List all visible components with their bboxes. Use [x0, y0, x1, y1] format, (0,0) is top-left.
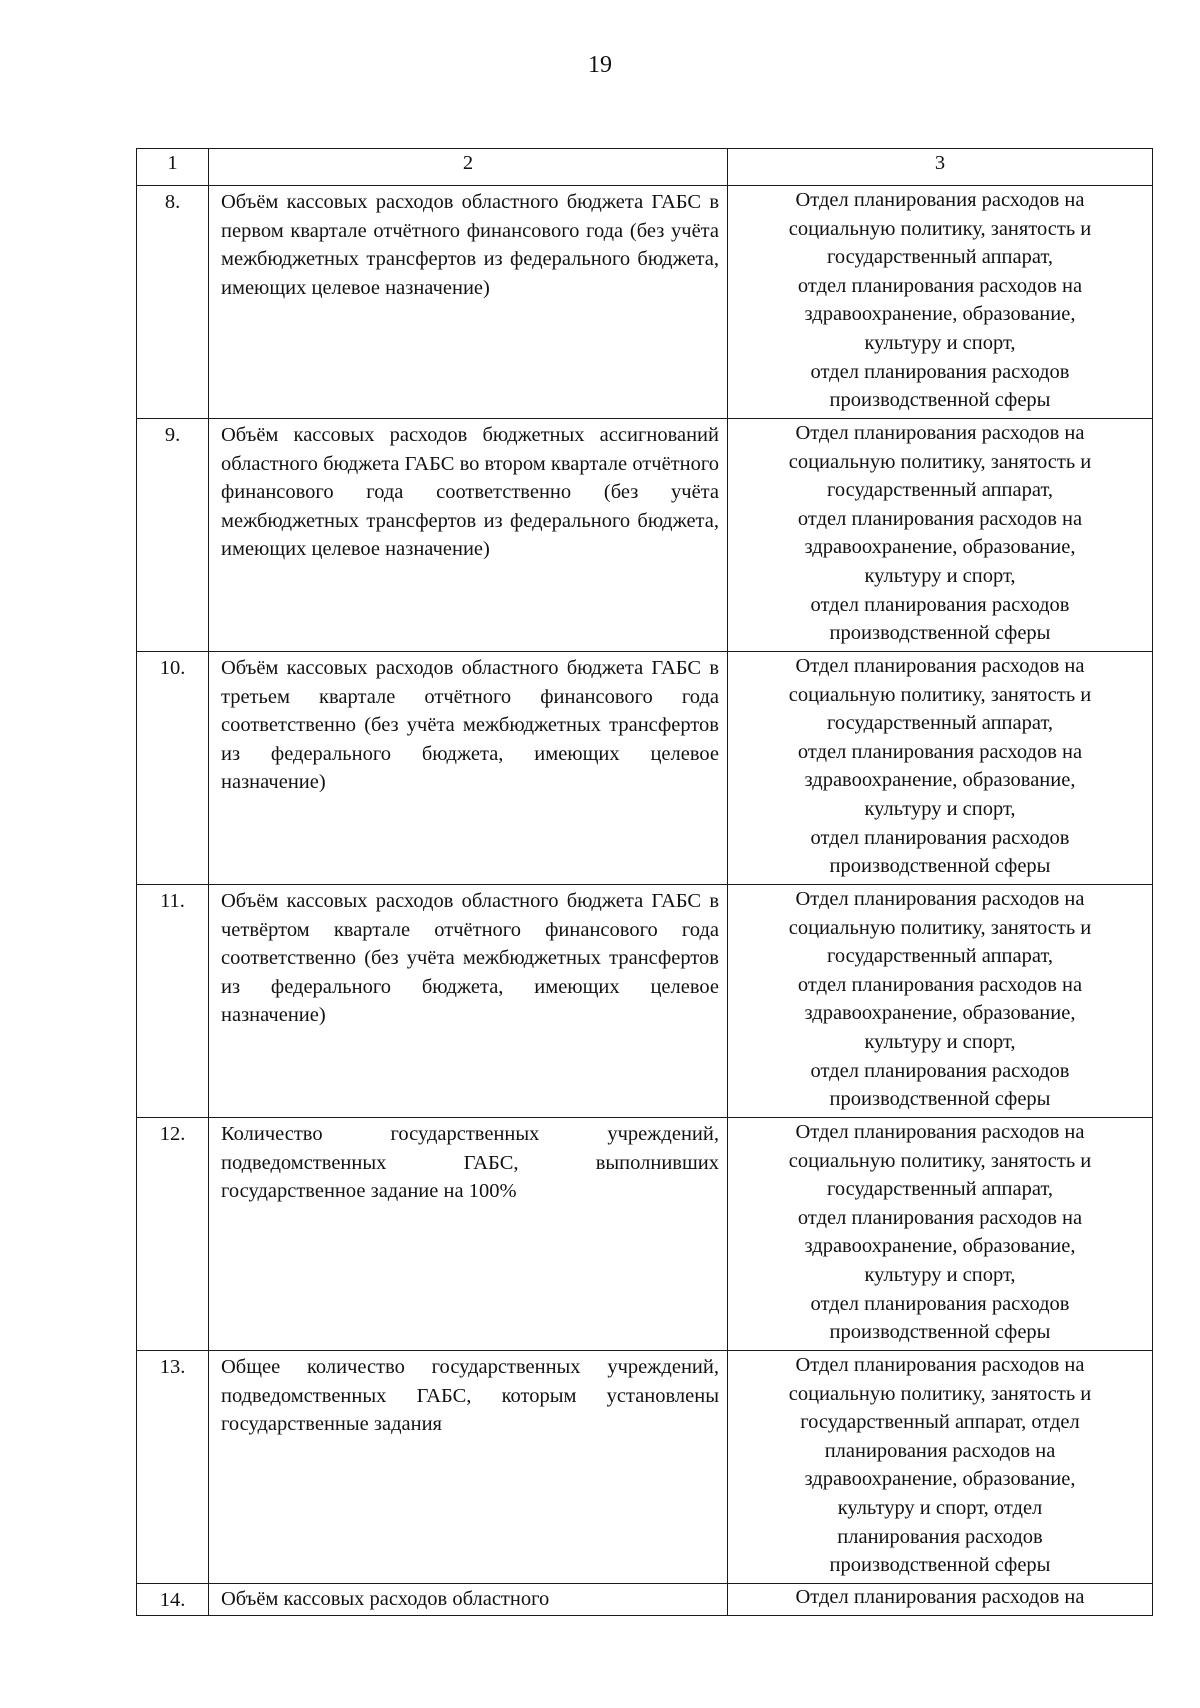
responsible-line: культуру и спорт,	[864, 331, 1016, 354]
responsible-line: производственной сферы	[829, 1554, 1051, 1577]
responsible-line: государственный аппарат,	[827, 246, 1053, 269]
responsible-department	[728, 1118, 1153, 1351]
responsible-line: планирования расходов	[837, 1525, 1043, 1548]
responsible-line: здравоохранение, образование,	[804, 536, 1076, 559]
responsible-department	[728, 419, 1153, 652]
indicator-description-text: Количество государственных учреждений, подведомственных ГАБС, выполнивших государственное задание на 100%	[221, 1123, 719, 1203]
row-number: 11.	[137, 885, 209, 1118]
responsible-line: Отдел планирования расходов на	[795, 655, 1085, 677]
responsible-line: социальную политику, занятость и	[788, 1382, 1092, 1405]
table-row	[137, 652, 1153, 885]
table-row	[137, 1584, 1153, 1616]
page-number: 19	[588, 52, 612, 78]
indicator-description-text: Объём кассовых расходов областного бюджета ГАБС в третьем квартале отчётного финансового года соответственно (без учёта межбюджетных трансфертов из федерального бюджета, имеющих целевое назначение)	[221, 657, 719, 794]
indicator-description-text: Объём кассовых расходов областного бюджета ГАБС в первом квартале отчётного финансового года (без учёта межбюджетных трансфертов из федерального бюджета, имеющих целевое назначение)	[221, 191, 719, 299]
indicator-description	[209, 1118, 728, 1351]
indicator-description-text: Объём кассовых расходов бюджетных ассигнований областного бюджета ГАБС во втором квартале отчётного финансового года соответственно (без учёта межбюджетных трансфертов из федерального бюджета, имеющих целевое назначение)	[221, 424, 719, 561]
row-number: 13.	[137, 1351, 209, 1584]
row-number: 12.	[137, 1118, 209, 1351]
responsible-line: Отдел планирования расходов на	[795, 888, 1085, 910]
responsible-line: государственный аппарат,	[827, 1178, 1053, 1201]
indicator-description-text: Объём кассовых расходов областного	[221, 1588, 550, 1610]
row-number: 8.	[137, 186, 209, 419]
responsible-line: государственный аппарат,	[827, 479, 1053, 502]
responsible-line: здравоохранение, образование,	[804, 1002, 1076, 1025]
responsible-line: государственный аппарат, отдел	[800, 1411, 1080, 1434]
responsible-line: социальную политику, занятость и	[788, 1149, 1092, 1172]
responsible-department	[728, 885, 1153, 1118]
responsible-line: культуру и спорт,	[864, 797, 1016, 820]
responsible-line: отдел планирования расходов	[810, 1059, 1070, 1082]
responsible-line: отдел планирования расходов	[810, 593, 1070, 616]
indicator-description-text: Объём кассовых расходов областного бюджета ГАБС в четвёртом квартале отчётного финансового года соответственно (без учёта межбюджетных трансфертов из федерального бюджета, имеющих целевое назначение)	[221, 890, 719, 1027]
responsible-line: отдел планирования расходов на	[797, 507, 1083, 530]
responsible-line: производственной сферы	[829, 389, 1051, 412]
table-row	[137, 885, 1153, 1118]
responsible-line: Отдел планирования расходов на	[795, 1354, 1085, 1376]
responsible-line: культуру и спорт,	[864, 1263, 1016, 1286]
responsible-line: культуру и спорт,	[864, 564, 1016, 587]
responsible-line: Отдел планирования расходов на	[795, 189, 1085, 211]
indicator-description	[209, 419, 728, 652]
responsible-line: отдел планирования расходов на	[797, 740, 1083, 763]
indicator-description	[209, 652, 728, 885]
row-number: 9.	[137, 419, 209, 652]
responsible-line: здравоохранение, образование,	[804, 1468, 1076, 1491]
responsible-line: государственный аппарат,	[827, 712, 1053, 735]
responsible-line: социальную политику, занятость и	[788, 450, 1092, 473]
responsible-line: отдел планирования расходов на	[797, 973, 1083, 996]
responsible-line: производственной сферы	[829, 855, 1051, 878]
responsible-line: здравоохранение, образование,	[804, 303, 1076, 326]
indicators-table	[136, 148, 1153, 1616]
responsible-line: социальную политику, занятость и	[788, 217, 1092, 240]
column-header-1: 1	[137, 149, 209, 186]
responsible-line: Отдел планирования расходов на	[795, 1586, 1085, 1608]
responsible-line: отдел планирования расходов на	[797, 1206, 1083, 1229]
responsible-line: социальную политику, занятость и	[788, 683, 1092, 706]
responsible-line: здравоохранение, образование,	[804, 1235, 1076, 1258]
responsible-line: Отдел планирования расходов на	[795, 422, 1085, 444]
responsible-department	[728, 652, 1153, 885]
responsible-line: культуру и спорт, отдел	[837, 1496, 1043, 1519]
column-header-3: 3	[728, 149, 1153, 186]
responsible-line: производственной сферы	[829, 1088, 1051, 1111]
indicator-description-text: Общее количество государственных учреждений, подведомственных ГАБС, которым установлены государственные задания	[221, 1356, 719, 1436]
indicator-description	[209, 1351, 728, 1584]
responsible-department	[728, 186, 1153, 419]
indicator-description	[209, 1584, 728, 1616]
responsible-line: производственной сферы	[829, 1321, 1051, 1344]
row-number: 10.	[137, 652, 209, 885]
table-row	[137, 1118, 1153, 1351]
table-row	[137, 1351, 1153, 1584]
indicator-description	[209, 885, 728, 1118]
responsible-line: здравоохранение, образование,	[804, 769, 1076, 792]
responsible-line: отдел планирования расходов на	[797, 274, 1083, 297]
row-number: 14.	[137, 1584, 209, 1616]
responsible-line: отдел планирования расходов	[810, 360, 1070, 383]
responsible-line: государственный аппарат,	[827, 945, 1053, 968]
table-row	[137, 186, 1153, 419]
responsible-line: отдел планирования расходов	[810, 1292, 1070, 1315]
responsible-line: Отдел планирования расходов на	[795, 1121, 1085, 1143]
responsible-line: отдел планирования расходов	[810, 826, 1070, 849]
indicator-description	[209, 186, 728, 419]
table-row	[137, 419, 1153, 652]
table-header-row	[137, 149, 1153, 186]
responsible-line: производственной сферы	[829, 622, 1051, 645]
column-header-2: 2	[209, 149, 728, 186]
responsible-line: культуру и спорт,	[864, 1030, 1016, 1053]
responsible-line: планирования расходов на	[824, 1439, 1056, 1462]
responsible-department	[728, 1584, 1153, 1616]
responsible-department	[728, 1351, 1153, 1584]
responsible-line: социальную политику, занятость и	[788, 916, 1092, 939]
